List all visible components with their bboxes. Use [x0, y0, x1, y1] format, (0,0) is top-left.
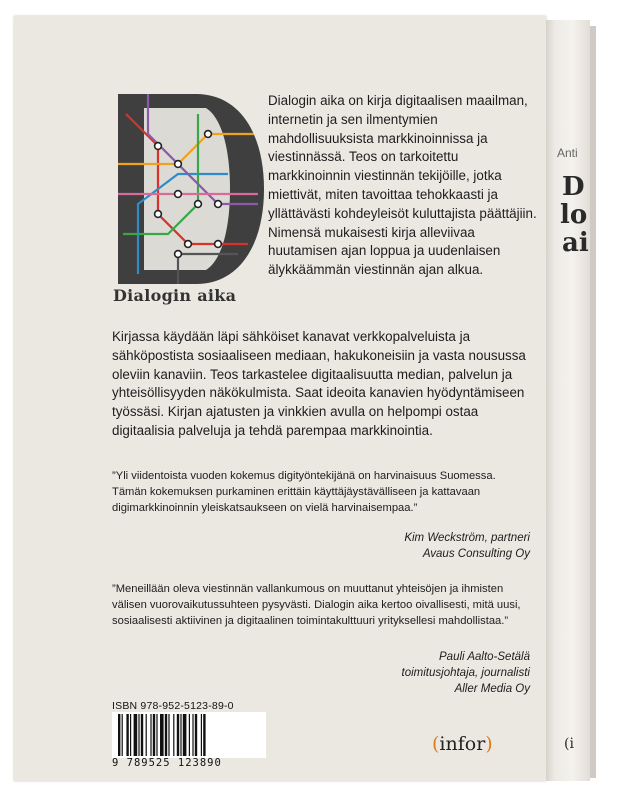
- body-paragraph: Kirjassa käydään läpi sähköiset kanavat verkkopalveluista ja sähköpostista sosiaaliseen mediaan, hakukoneisiin ja vasta nousussa oleviin kanaviin. Teos tarkastelee digitaalisuutta median, palvelun ja yhteisöllisyyden näkökulmista. Saat ideoita kanavien hyödyntämiseen työssäsi. Kirjan ajatusten ja vinkkien avulla on helpompi ostaa digitaalisia palveluja ja tehdä parempaa markkinointia.: [112, 329, 526, 438]
- publisher-logo: [432, 733, 493, 755]
- isbn-label: ISBN 978-952-5123-89-0: [112, 700, 234, 712]
- publisher-paren-close: ): [485, 733, 493, 755]
- subway-map-letter-d-icon: [118, 94, 264, 284]
- logo-title: Dialogin aika: [113, 286, 237, 305]
- review-quote-1: ”Yli viidentoista vuoden kokemus digityöntekijänä on harvinaisuus Suomessa. Tämän kokemuksen purkaminen erittäin käyttäjäystävälliseen ja kattavaan digimarkkinoinnin yleiskatsaukseen on vielä harvinaisempaa.”: [112, 470, 496, 514]
- publisher-name: infor: [439, 733, 486, 755]
- attribution-line: Avaus Consulting Oy: [422, 548, 530, 560]
- spine-title-line-3: ai: [562, 228, 589, 258]
- intro-paragraph: Dialogin aika on kirja digitaalisen maailman, internetin ja sen ilmentymien mahdollisuuksista markkinoinnissa ja viestinnässä. Teos on tarkoitettu markkinoinnin viestinnän tekijöille, jotka miettivät, miten tavoittaa tehokkaasti ja yllättävästi kohdeyleisöt kuluttajista päättäjiin. Nimensä mukaisesti kirja alleviivaa huutamisen ajan loppua ja uudenlaisen älykkäämmän viestinnän ajan alkua.: [268, 93, 537, 278]
- review-attribution-2: [402, 649, 530, 697]
- page-edge: [590, 26, 596, 778]
- barcode-number: 9 789525 123890: [112, 757, 222, 769]
- spine-title-line-1: D: [562, 172, 585, 202]
- review-quote-2: ”Meneillään oleva viestinnän vallankumous on muuttanut yhteisöjen ja ihmisten välisen vuorovaikutussuhteen pysyvästi. Dialogin aika kertoo oivallisesti, mitä uusi, sosiaalisesti aktiivinen ja digitaalinen toimintakulttuuri yrityksellesi mahdollistaa.”: [112, 583, 521, 627]
- attribution-line: toimitusjohtaja, journalisti: [401, 667, 530, 679]
- book-spine: [546, 20, 590, 781]
- barcode-icon: [112, 712, 266, 758]
- spine-author: Anti: [557, 146, 578, 160]
- attribution-line: Pauli Aalto-Setälä: [439, 651, 530, 663]
- publisher-paren-open: (: [432, 733, 440, 755]
- attribution-line: Aller Media Oy: [454, 683, 530, 695]
- attribution-line: Kim Weckström, partneri: [404, 532, 530, 544]
- spine-title-line-2: lo: [560, 200, 588, 230]
- review-attribution-1: [404, 530, 530, 562]
- spine-publisher: (i: [564, 736, 574, 752]
